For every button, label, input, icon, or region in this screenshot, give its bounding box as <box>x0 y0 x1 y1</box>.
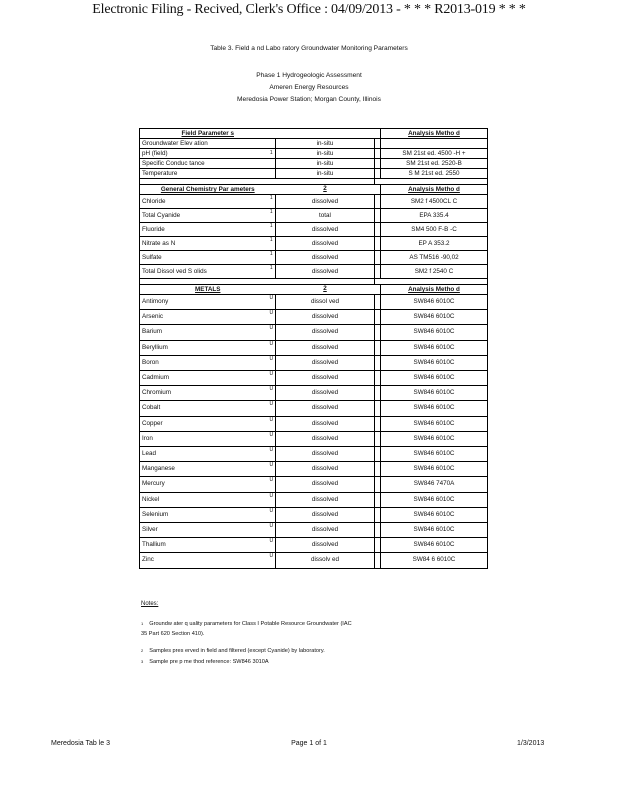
metals-row <box>140 310 488 325</box>
footnote-ref: U <box>268 371 276 386</box>
company-line: Ameren Energy Resources <box>269 84 349 91</box>
footnote-ref: U <box>268 523 276 538</box>
general-row <box>140 223 488 237</box>
parameter-name: Temperature <box>140 169 268 179</box>
metals-row <box>140 507 488 522</box>
parameter-name: Copper <box>140 416 268 431</box>
general-row <box>140 265 488 279</box>
parameter-name: Beryllium <box>140 340 268 355</box>
analysis-method: SW846 6010C <box>381 492 488 507</box>
metals-row <box>140 401 488 416</box>
metals-row <box>140 447 488 462</box>
footnote-ref: U <box>268 386 276 401</box>
parameter-name: Zinc <box>140 553 268 568</box>
footnote-ref: U <box>268 477 276 492</box>
metals-row <box>140 371 488 386</box>
footnote-ref: 1 <box>268 195 276 209</box>
sample-type: dissolved <box>276 492 375 507</box>
sample-type: dissolved <box>276 237 375 251</box>
sample-type: dissolved <box>276 310 375 325</box>
footnote-ref: 1 <box>268 265 276 279</box>
analysis-method <box>381 139 488 149</box>
sample-type: dissolved <box>276 401 375 416</box>
parameter-name: Mercury <box>140 477 268 492</box>
parameter-name: Barium <box>140 325 268 340</box>
sample-type: dissolv ed <box>276 553 375 568</box>
sample-type: dissolved <box>276 447 375 462</box>
sample-type: in-situ <box>276 149 375 159</box>
parameter-name: Chromium <box>140 386 268 401</box>
field-row <box>140 149 488 159</box>
metals-row <box>140 386 488 401</box>
parameter-name: Nitrate as N <box>140 237 268 251</box>
location-line: Meredosia Power Station; Morgan County, Illinois <box>237 96 381 103</box>
footnote-ref: U <box>268 355 276 370</box>
footnote-ref: U <box>268 295 276 310</box>
footnote-ref: 1 <box>268 237 276 251</box>
analysis-method: EP A 353.2 <box>381 237 488 251</box>
parameter-name: Fluoride <box>140 223 268 237</box>
sample-type: dissol ved <box>276 295 375 310</box>
parameter-name: Arsenic <box>140 310 268 325</box>
analysis-method: SW846 6010C <box>381 310 488 325</box>
general-row <box>140 195 488 209</box>
metals-row <box>140 492 488 507</box>
parameters-table <box>139 128 488 569</box>
footnote-ref: U <box>268 340 276 355</box>
field-header-method: Analysis Metho d <box>381 129 488 139</box>
general-header-note: 2 <box>276 185 375 195</box>
metals-header-method: Analysis Metho d <box>381 285 488 295</box>
footer-date: 1/3/2013 <box>517 740 545 747</box>
footnote-ref: U <box>268 492 276 507</box>
sample-type: dissolved <box>276 340 375 355</box>
analysis-method: SW846 6010C <box>381 507 488 522</box>
note-3: $^3$ Sample pre p me thod reference: SW846 3010A <box>141 659 269 665</box>
sample-type: dissolved <box>276 523 375 538</box>
sample-type: total <box>276 209 375 223</box>
analysis-method: SW846 6010C <box>381 295 488 310</box>
note-1: $^1$ Groundw ater q uality parameters for Class I Potable Resource Groundwater (IAC <box>141 621 352 627</box>
footnote-ref <box>268 169 276 179</box>
analysis-method: SW846 6010C <box>381 431 488 446</box>
analysis-method: SW846 7470A <box>381 477 488 492</box>
analysis-method: SM2 f 4500CL C <box>381 195 488 209</box>
general-header-name: General Chemistry Par ameters <box>140 185 276 195</box>
analysis-method: SW846 6010C <box>381 371 488 386</box>
analysis-method: SW846 6010C <box>381 340 488 355</box>
sample-type: dissolved <box>276 477 375 492</box>
footnote-ref: 1 <box>268 223 276 237</box>
parameter-name: Selenium <box>140 507 268 522</box>
field-header-row <box>140 129 488 139</box>
analysis-method: EPA 335.4 <box>381 209 488 223</box>
field-header-note <box>276 129 375 139</box>
footnote-ref <box>268 159 276 169</box>
analysis-method: SW846 6010C <box>381 523 488 538</box>
table-title: Table 3. Field a nd Labo ratory Groundwater Monitoring Parameters <box>210 45 408 52</box>
parameter-name: pH (field) <box>140 149 268 159</box>
sample-type: dissolved <box>276 386 375 401</box>
footnote-ref: U <box>268 447 276 462</box>
note-2: $^2$ Samples pres erved in field and filtered (except Cyanide) by laboratory. <box>141 648 325 654</box>
sample-type: dissolved <box>276 325 375 340</box>
analysis-method: SM 21st ed. 2520-B <box>381 159 488 169</box>
footer-filename: Meredosia Tab le 3 <box>51 740 111 747</box>
general-row <box>140 237 488 251</box>
analysis-method: SM4 500 F-B -C <box>381 223 488 237</box>
notes-label: Notes: <box>141 601 159 607</box>
sample-type: dissolved <box>276 265 375 279</box>
sample-type: dissolved <box>276 355 375 370</box>
metals-row <box>140 553 488 568</box>
sample-type: in-situ <box>276 139 375 149</box>
parameter-name: Manganese <box>140 462 268 477</box>
footnote-ref: U <box>268 462 276 477</box>
general-header-method: Analysis Metho d <box>381 185 488 195</box>
analysis-method: SW84 6 6010C <box>381 553 488 568</box>
note-1-continued: 35 Part 620 Section 410). <box>141 631 205 637</box>
field-header-name: Field Parameter s <box>140 129 276 139</box>
footnote-ref: U <box>268 553 276 568</box>
footnote-ref: U <box>268 401 276 416</box>
metals-row <box>140 295 488 310</box>
metals-row <box>140 355 488 370</box>
sample-type: in-situ <box>276 169 375 179</box>
analysis-method: SW846 6010C <box>381 325 488 340</box>
parameter-name: Cadmium <box>140 371 268 386</box>
general-header-row <box>140 185 488 195</box>
parameter-name: Lead <box>140 447 268 462</box>
analysis-method: SM 21st ed. 4500 -H + <box>381 149 488 159</box>
analysis-method: SW846 6010C <box>381 462 488 477</box>
analysis-method: SW846 6010C <box>381 355 488 370</box>
metals-row <box>140 340 488 355</box>
analysis-method: SW846 6010C <box>381 538 488 553</box>
metals-header-name: METALS <box>140 285 276 295</box>
metals-row <box>140 462 488 477</box>
sample-type: dissolved <box>276 507 375 522</box>
metals-row <box>140 477 488 492</box>
footnote-ref: 1 <box>268 149 276 159</box>
metals-header-note: 2 <box>276 285 375 295</box>
analysis-method: SW846 6010C <box>381 416 488 431</box>
metals-row <box>140 325 488 340</box>
footnote-ref: U <box>268 507 276 522</box>
parameter-name: Boron <box>140 355 268 370</box>
analysis-method: SW846 6010C <box>381 447 488 462</box>
analysis-method: SW846 6010C <box>381 401 488 416</box>
analysis-method: SM2 f 2540 C <box>381 265 488 279</box>
sample-type: dissolved <box>276 462 375 477</box>
sample-type: dissolved <box>276 223 375 237</box>
project-line: Phase 1 Hydrogeologic Assessment <box>256 72 362 79</box>
footnote-ref: U <box>268 538 276 553</box>
parameter-name: Silver <box>140 523 268 538</box>
parameter-name: Nickel <box>140 492 268 507</box>
general-row <box>140 251 488 265</box>
analysis-method: S M 21st ed. 2550 <box>381 169 488 179</box>
sample-type: dissolved <box>276 371 375 386</box>
parameter-name: Total Cyanide <box>140 209 268 223</box>
analysis-method: SW846 6010C <box>381 386 488 401</box>
sample-type: dissolved <box>276 416 375 431</box>
analysis-method: AS TM516 -90,02 <box>381 251 488 265</box>
metals-header-row <box>140 285 488 295</box>
metals-row <box>140 431 488 446</box>
field-row <box>140 139 488 149</box>
footnote-ref: U <box>268 310 276 325</box>
metals-row <box>140 416 488 431</box>
metals-row <box>140 538 488 553</box>
parameter-name: Chloride <box>140 195 268 209</box>
footnote-ref <box>268 139 276 149</box>
footnote-ref: U <box>268 325 276 340</box>
footnote-ref: 1 <box>268 251 276 265</box>
sample-type: dissolved <box>276 251 375 265</box>
parameter-name: Antimony <box>140 295 268 310</box>
sample-type: in-situ <box>276 159 375 169</box>
field-row <box>140 169 488 179</box>
footnote-ref: 1 <box>268 209 276 223</box>
parameter-name: Thallium <box>140 538 268 553</box>
footnote-ref: U <box>268 416 276 431</box>
sample-type: dissolved <box>276 431 375 446</box>
footer-page: Page 1 of 1 <box>291 740 327 747</box>
parameter-name: Groundwater Elev ation <box>140 139 268 149</box>
parameter-name: Specific Conduc tance <box>140 159 268 169</box>
footnote-ref: U <box>268 431 276 446</box>
metals-row <box>140 523 488 538</box>
general-row <box>140 209 488 223</box>
sample-type: dissolved <box>276 538 375 553</box>
parameter-name: Total Dissol ved S olids <box>140 265 268 279</box>
field-row <box>140 159 488 169</box>
sample-type: dissolved <box>276 195 375 209</box>
filing-banner: Electronic Filing - Recived, Clerk's Office : 04/09/2013 - * * * R2013-019 * * * <box>92 2 526 17</box>
parameter-name: Sulfate <box>140 251 268 265</box>
parameter-name: Cobalt <box>140 401 268 416</box>
parameter-name: Iron <box>140 431 268 446</box>
